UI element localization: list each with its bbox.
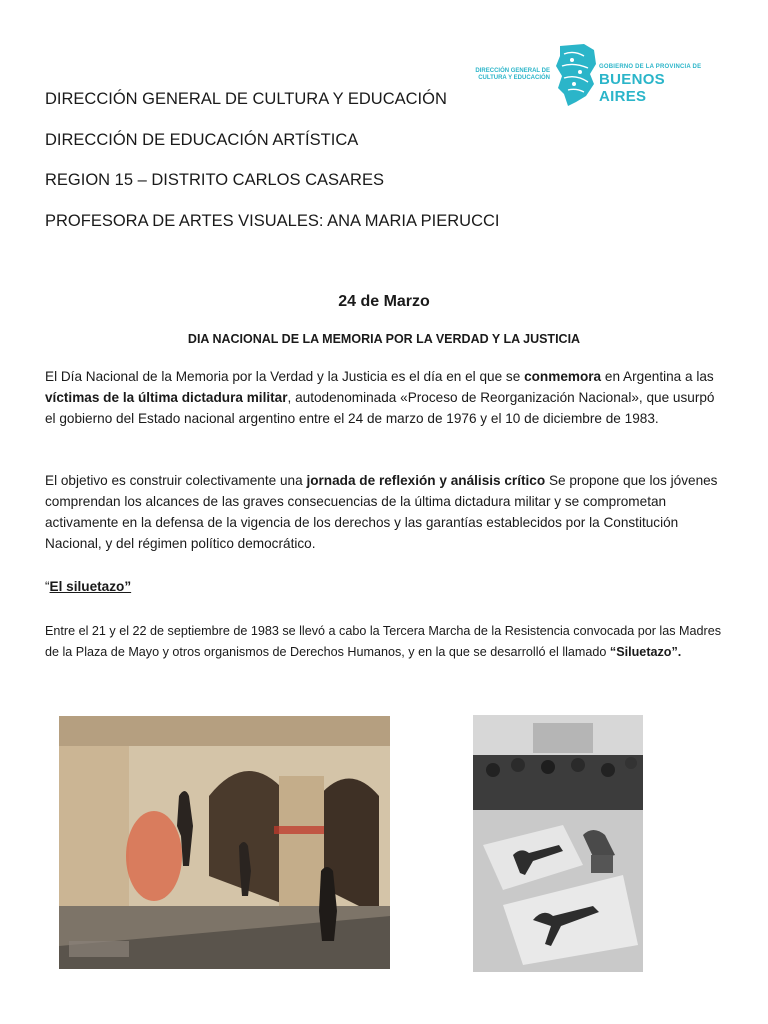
text-run: Entre el 21 y el 22 de septiembre de 1983 se llevó a cabo la Tercera Marcha de la Resistencia convocada por las Madres de la Plaza de Mayo y otros organismos de Derechos Humanos, y en la que se desarrolló el llamado: [45, 624, 722, 659]
government-logo: [468, 44, 708, 108]
photo-crowd-painting: [473, 715, 643, 972]
text-run: Se propone que los jóvenes comprendan los alcances de las graves consecuencias de la última dictadura militar y se comprometan activamente en la defensa de la vigencia de los derechos y las garantías establecidos por la Constitución Nacional, y del régimen político democrático.: [45, 473, 718, 551]
text-run: en Argentina a las: [601, 369, 714, 384]
open-quote: “: [45, 579, 50, 594]
logo-right-text: [599, 64, 708, 105]
section-heading: [45, 579, 131, 594]
page-subtitle: DIA NACIONAL DE LA MEMORIA POR LA VERDAD Y LA JUSTICIA: [187, 332, 581, 346]
bold-text: víctimas de la última dictadura militar: [45, 390, 288, 405]
paragraph-intro: [45, 366, 725, 429]
page-title: 24 de Marzo: [338, 293, 430, 310]
paragraph-objective: [45, 470, 725, 554]
header-line-4: PROFESORA DE ARTES VISUALES: ANA MARIA PIERUCCI: [45, 211, 500, 230]
header-line-3: REGION 15 – DISTRITO CARLOS CASARES: [45, 171, 384, 189]
document-header: [45, 90, 500, 252]
paragraph-siluetazo: [45, 621, 735, 663]
text-run: El objetivo es construir colectivamente una: [45, 473, 307, 488]
photo-cabildo-silhouettes: [59, 716, 390, 969]
logo-government-label: GOBIERNO DE LA PROVINCIA DE: [599, 64, 702, 70]
logo-province-name: BUENOS AIRES: [599, 71, 665, 105]
header-line-1: DIRECCIÓN GENERAL DE CULTURA Y EDUCACIÓN: [45, 90, 447, 108]
text-run: El Día Nacional de la Memoria por la Verdad y la Justicia es el día en el que se: [45, 369, 525, 384]
text-run: , autodenominada «Proceso de Reorganización Nacional», que usurpó el gobierno del Estado nacional argentino entre el 24 de marzo de 1976 y el 10 de diciembre de 1983.: [45, 390, 715, 426]
section-title: El siluetazo”: [49, 579, 132, 594]
bold-text: conmemora: [524, 369, 602, 384]
logo-left-text: DIRECCIÓN GENERAL DE CULTURA Y EDUCACIÓN: [475, 68, 550, 81]
bold-text: “Siluetazo”.: [609, 645, 682, 659]
bold-text: jornada de reflexión y análisis crítico: [306, 473, 546, 488]
header-line-2: DIRECCIÓN DE EDUCACIÓN ARTÍSTICA: [45, 130, 359, 149]
province-map-icon: [554, 44, 598, 106]
